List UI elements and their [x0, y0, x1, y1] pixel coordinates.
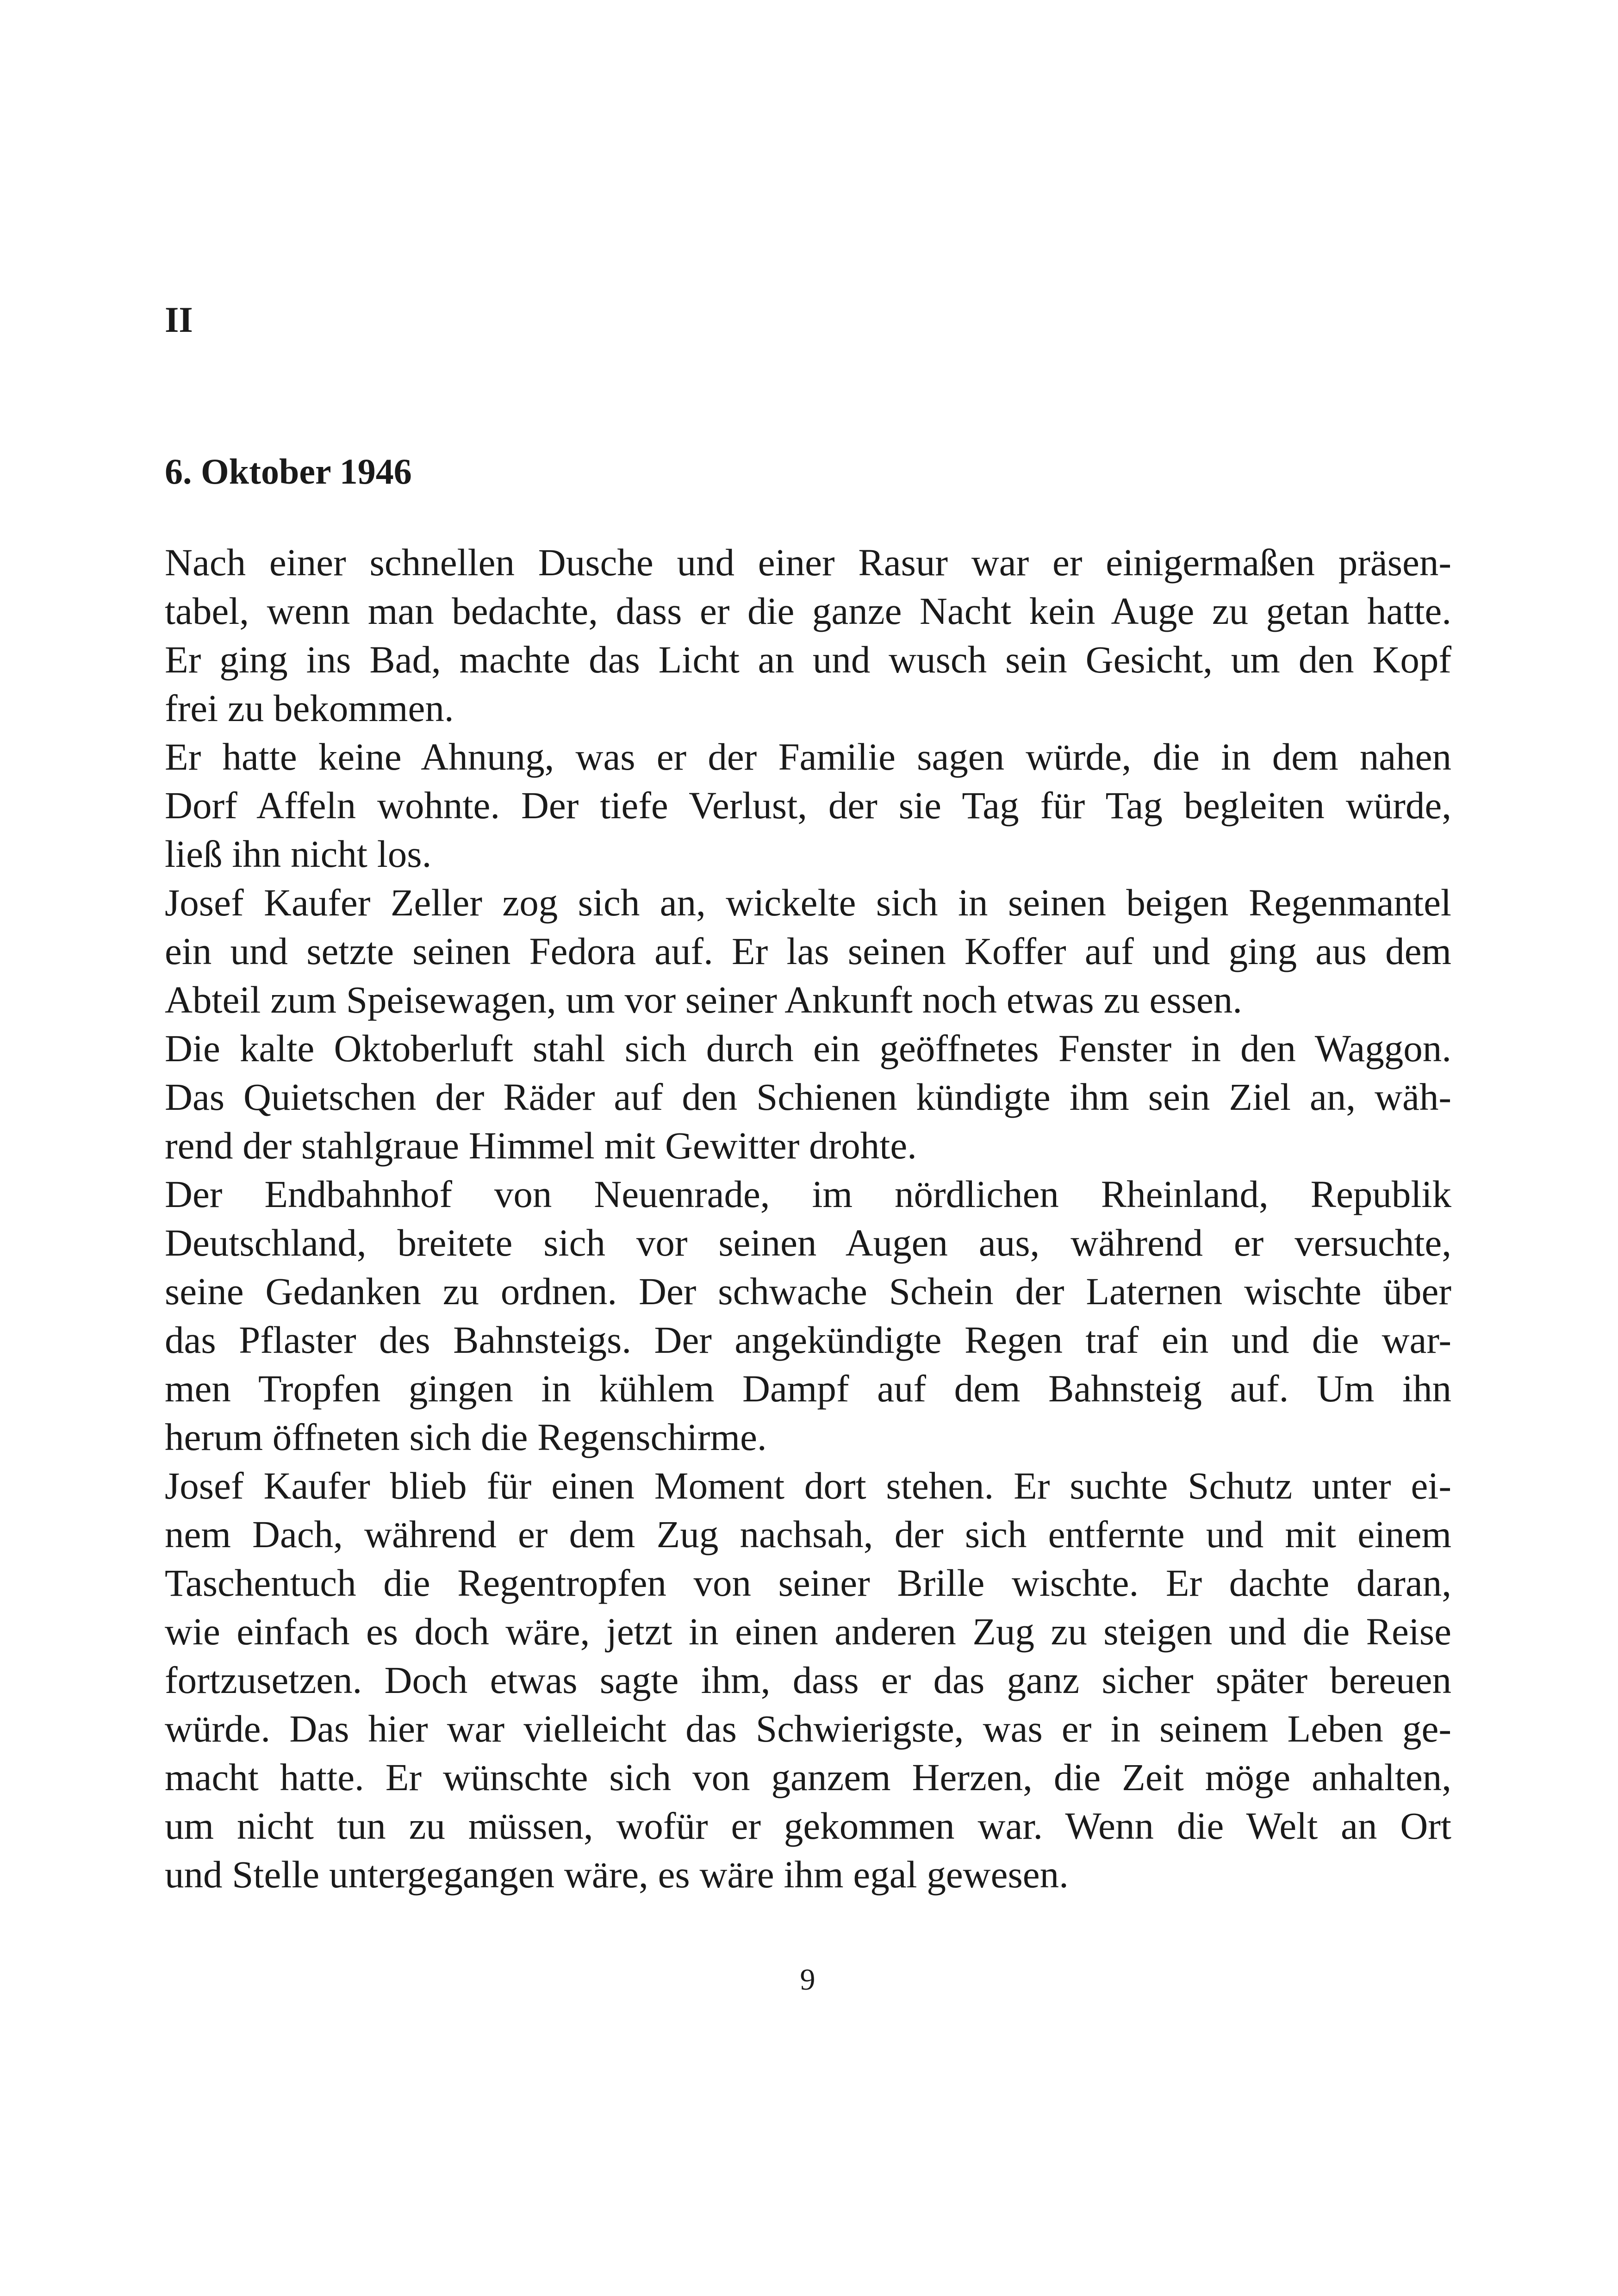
- body-line: Das Quietschen der Räder auf den Schienen kündigte ihm sein Ziel an, wäh-: [165, 1076, 1451, 1118]
- chapter-date-heading: 6. Oktober 1946: [165, 451, 412, 492]
- body-line: nem Dach, während er dem Zug nachsah, der sich entfernte und mit einem: [165, 1513, 1451, 1556]
- body-line: Josef Kaufer blieb für einen Moment dort stehen. Er suchte Schutz unter ei-: [165, 1464, 1451, 1507]
- body-line: Josef Kaufer Zeller zog sich an, wickelte sich in seinen beigen Regenmantel: [165, 881, 1451, 924]
- body-line: um nicht tun zu müssen, wofür er gekommen war. Wenn die Welt an Ort: [165, 1804, 1451, 1847]
- body-line: Der Endbahnhof von Neuenrade, im nördlichen Rheinland, Republik: [165, 1173, 1451, 1215]
- body-line: seine Gedanken zu ordnen. Der schwache Schein der Laternen wischte über: [165, 1270, 1451, 1313]
- body-line: wie einfach es doch wäre, jetzt in einen anderen Zug zu steigen und die Reise: [165, 1610, 1451, 1653]
- body-line: rend der stahlgraue Himmel mit Gewitter drohte.: [165, 1124, 917, 1167]
- body-line: und Stelle untergegangen wäre, es wäre ihm egal gewesen.: [165, 1853, 1069, 1896]
- body-line: das Pflaster des Bahnsteigs. Der angekündigte Regen traf ein und die war-: [165, 1319, 1451, 1361]
- body-line: Er hatte keine Ahnung, was er der Familie sagen würde, die in dem nahen: [165, 735, 1451, 778]
- body-line: Die kalte Oktoberluft stahl sich durch ein geöffnetes Fenster in den Waggon.: [165, 1027, 1451, 1070]
- chapter-body-text: [165, 538, 1451, 1899]
- body-line: fortzusetzen. Doch etwas sagte ihm, dass er das ganz sicher später bereuen: [165, 1659, 1451, 1701]
- body-line: Nach einer schnellen Dusche und einer Rasur war er einigermaßen präsen-: [165, 541, 1451, 584]
- body-line: Taschentuch die Regentropfen von seiner Brille wischte. Er dachte daran,: [165, 1562, 1451, 1604]
- body-line: ein und setzte seinen Fedora auf. Er las seinen Koffer auf und ging aus dem: [165, 930, 1451, 972]
- body-line: tabel, wenn man bedachte, dass er die ganze Nacht kein Auge zu getan hatte.: [165, 590, 1451, 632]
- body-line: ließ ihn nicht los.: [165, 833, 432, 875]
- body-line: Dorf Affeln wohnte. Der tiefe Verlust, der sie Tag für Tag begleiten würde,: [165, 784, 1451, 827]
- body-line: Abteil zum Speisewagen, um vor seiner Ankunft noch etwas zu essen.: [165, 978, 1243, 1021]
- page-number: 9: [800, 1963, 815, 1997]
- body-line: macht hatte. Er wünschte sich von ganzem Herzen, die Zeit möge anhalten,: [165, 1756, 1451, 1798]
- body-line: Deutschland, breitete sich vor seinen Augen aus, während er versuchte,: [165, 1221, 1451, 1264]
- body-line: frei zu bekommen.: [165, 687, 454, 729]
- body-line: herum öffneten sich die Regenschirme.: [165, 1416, 767, 1458]
- body-line: Er ging ins Bad, machte das Licht an und wusch sein Gesicht, um den Kopf: [165, 638, 1451, 681]
- body-line: würde. Das hier war vielleicht das Schwierigste, was er in seinem Leben ge-: [165, 1707, 1451, 1750]
- chapter-number: II: [165, 299, 193, 340]
- body-line: men Tropfen gingen in kühlem Dampf auf dem Bahnsteig auf. Um ihn: [165, 1367, 1451, 1410]
